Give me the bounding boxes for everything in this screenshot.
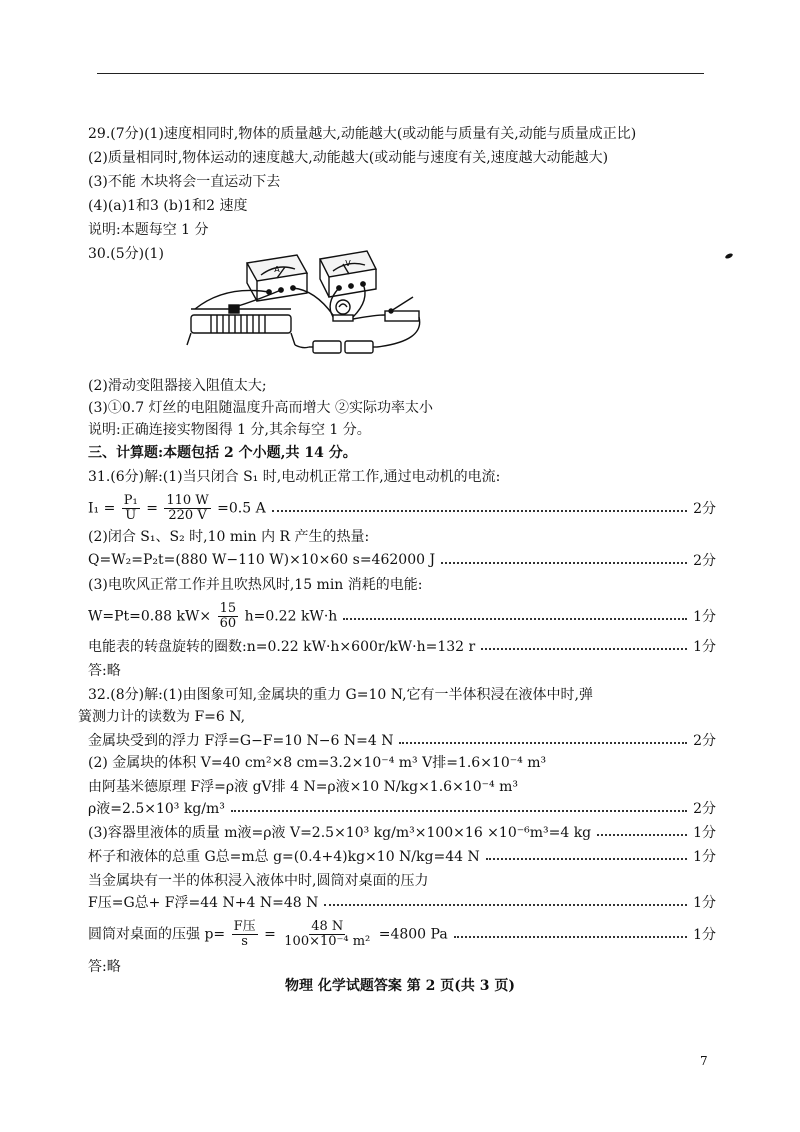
q32-force-row — [88, 892, 716, 912]
score: 1分 — [693, 639, 716, 655]
dot-leader — [486, 858, 687, 860]
q29-line-1: 29.(7分)(1)速度相同时,物体的质量越大,动能越大(或动能与质量有关,动能与质量成正比) — [88, 126, 637, 142]
voltmeter-label: V — [345, 259, 351, 268]
score: 1分 — [693, 609, 716, 625]
battery-icon — [309, 341, 377, 353]
bulb-icon — [333, 300, 353, 321]
q31-turns-row — [88, 636, 716, 656]
q31-answer: 答:略 — [88, 663, 121, 679]
circuit-diagram — [185, 245, 430, 363]
q32-density-row — [88, 798, 716, 818]
section-3-title: 三、计算题:本题包括 2 个小题,共 14 分。 — [88, 445, 357, 461]
page-number: 7 — [700, 1054, 708, 1068]
q30-line-3: (3)①0.7 灯丝的电阻随温度升高而增大 ②实际功率太小 — [88, 400, 433, 416]
q29-line-2: (2)质量相同时,物体运动的速度越大,动能越大(或动能与速度有关,速度越大动能越大) — [88, 150, 609, 166]
dot-leader — [231, 810, 687, 812]
fraction: $\frac{\text{P₁}}{U}$ — [123, 492, 138, 523]
q29-note: 说明:本题每空 1 分 — [88, 222, 209, 238]
score: 1分 — [693, 825, 716, 841]
q32-buoyancy-eq: 金属块受到的浮力 F浮=G−F=10 N−6 N=4 N — [88, 733, 394, 749]
fraction: $\frac{\text{F压}}{s}$ — [233, 918, 256, 949]
q29-line-3: (3)不能 木块将会一直运动下去 — [88, 174, 281, 190]
q32-mass-eq: (3)容器里液体的质量 m液=ρ液 V=2.5×10³ kg/m³×100×16 ×10⁻⁶m³=4 kg — [88, 825, 592, 841]
q31-energy-eq: W=Pt=0.88 kW× $\frac{15}{60}$ h=0.22 kW·h — [88, 600, 338, 631]
q31-heat-row — [88, 550, 716, 570]
q31-current-row — [88, 488, 716, 528]
q31-current-eq: I₁ = $\frac{\text{P₁}}{U}$ = $\frac{110 W}{220 V}$ =0.5 A — [88, 492, 266, 523]
q31-turns-eq: 电能表的转盘旋转的圈数:n=0.22 kW·h×600r/kW·h=132 r — [88, 639, 476, 655]
score: 2分 — [693, 801, 716, 817]
q31-line-2: (2)闭合 S₁、S₂ 时,10 min 内 R 产生的热量: — [88, 529, 370, 545]
q32-half-line: 当金属块有一半的体积浸入液体中时,圆筒对桌面的压力 — [88, 873, 429, 889]
dot-leader — [324, 904, 687, 906]
q32-force-eq: F压=G总+ F浮=44 N+4 N=48 N — [88, 895, 319, 911]
fraction: $\frac{48 N}{\text{100×10⁻⁴ m²}}$ — [284, 918, 371, 949]
dot-leader — [441, 562, 687, 564]
dot-leader — [399, 742, 687, 744]
dot-leader — [454, 936, 687, 938]
q29-line-4: (4)(a)1和3 (b)1和2 速度 — [88, 198, 248, 214]
q32-density-eq: ρ液=2.5×10³ kg/m³ — [88, 801, 225, 817]
dot-leader — [481, 648, 687, 650]
rheostat-icon — [187, 305, 295, 345]
score: 1分 — [693, 895, 716, 911]
ammeter-label: A — [274, 265, 280, 274]
switch-icon — [385, 297, 419, 321]
q32-line-2: 簧测力计的读数为 F=6 N, — [78, 709, 246, 725]
fraction: $\frac{110 W}{220 V}$ — [166, 492, 209, 523]
score: 2分 — [693, 553, 716, 569]
q31-line-1: 31.(6分)解:(1)当只闭合 S₁ 时,电动机正常工作,通过电动机的电流: — [88, 469, 501, 485]
q30-head: 30.(5分)(1) — [88, 246, 164, 262]
q32-weight-row — [88, 846, 716, 866]
q31-line-3: (3)电吹风正常工作并且吹热风时,15 min 消耗的电能: — [88, 577, 423, 593]
q32-pressure-row — [88, 914, 716, 954]
score: 2分 — [693, 501, 716, 517]
q32-buoyancy-row — [88, 730, 716, 750]
dot-leader — [272, 510, 687, 512]
page-footer: 物理 化学试题答案 第 2 页(共 3 页) — [285, 978, 515, 994]
q32-pressure-eq: 圆筒对桌面的压强 p= $\frac{\text{F压}}{s}$ = $\frac{48 N}{\text{100×10⁻⁴ m²}}$ =4800 Pa — [88, 918, 448, 949]
q30-line-2: (2)滑动变阻器接入阻值太大; — [88, 378, 267, 394]
dot-leader — [597, 834, 687, 836]
q31-energy-row — [88, 596, 716, 636]
q30-note: 说明:正确连接实物图得 1 分,其余每空 1 分。 — [88, 422, 371, 438]
q32-volume: (2) 金属块的体积 V=40 cm²×8 cm=3.2×10⁻⁴ m³ V排=1.6×10⁻⁴ m³ — [88, 755, 547, 771]
q32-answer: 答:略 — [88, 959, 121, 975]
q32-line-1: 32.(8分)解:(1)由图象可知,金属块的重力 G=10 N,它有一半体积浸在液体中时,弹 — [88, 687, 593, 703]
q32-weight-eq: 杯子和液体的总重 G总=m总 g=(0.4+4)kg×10 N/kg=44 N — [88, 849, 480, 865]
voltmeter-icon — [320, 251, 376, 297]
score: 1分 — [693, 849, 716, 865]
score: 1分 — [693, 927, 716, 943]
q32-archimedes: 由阿基米德原理 F浮=ρ液 gV排 4 N=ρ液×10 N/kg×1.6×10⁻⁴ m³ — [88, 779, 518, 795]
q32-mass-row — [88, 822, 716, 842]
header-rule — [97, 73, 704, 74]
q31-heat-eq: Q=W₂=P₂t=(880 W−110 W)×10×60 s=462000 J — [88, 552, 436, 568]
ammeter-icon — [247, 255, 307, 301]
dot-leader — [343, 618, 687, 620]
score: 2分 — [693, 733, 716, 749]
fraction: $\frac{15}{60}$ — [219, 600, 237, 631]
